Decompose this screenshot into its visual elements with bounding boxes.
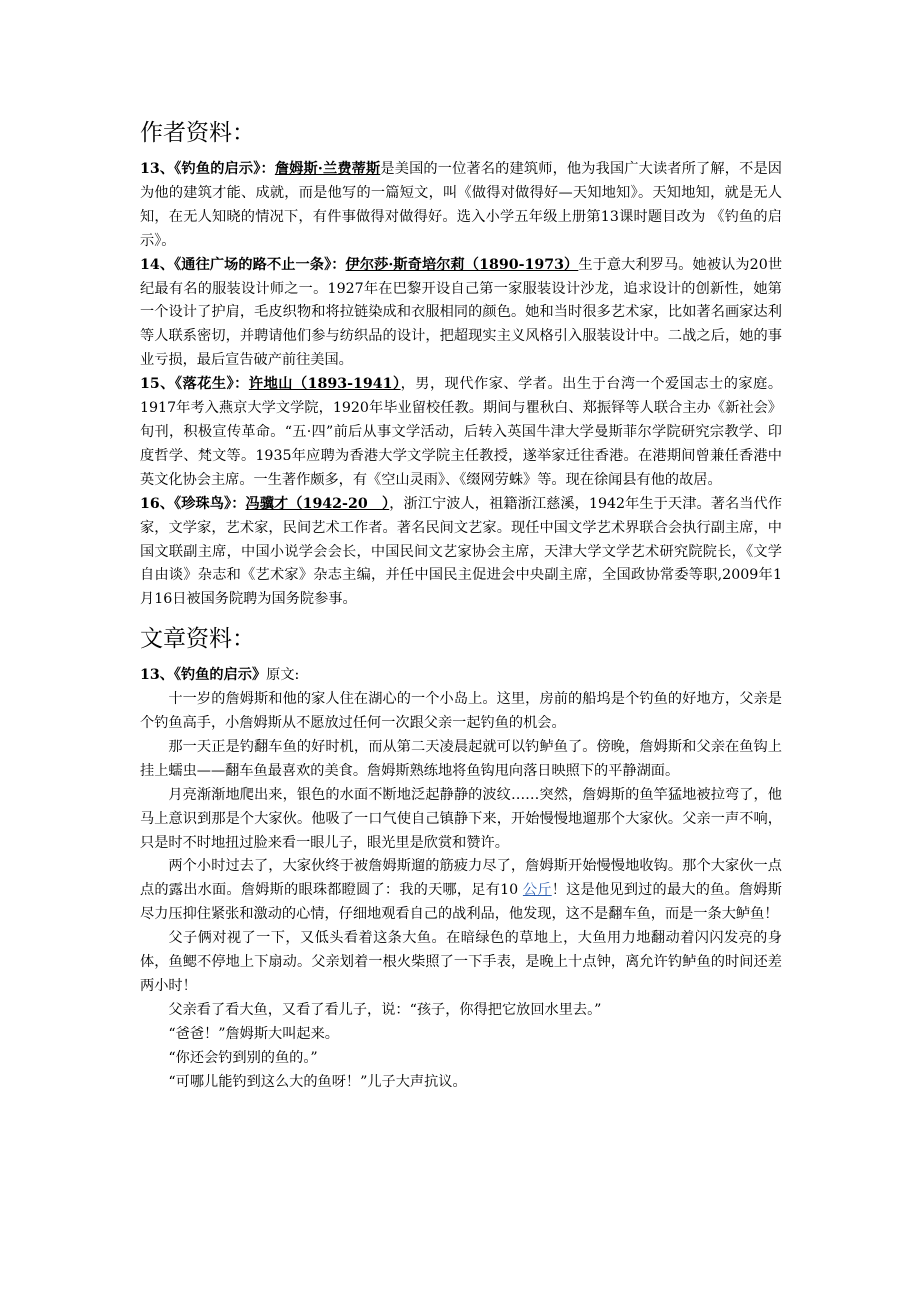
entry-lead: 15、《落花生》： <box>140 376 249 393</box>
entry-text: ，男，现代作家、学者。出生于台湾一个爱国志士的家庭。1917年考入燕京大学文学院，1920年毕业留校任教。期间与瞿秋白、郑振铎等人联合主办《新社会》旬刊，积极宣传革命。“五·四”前后从事文学活动，后转入英国牛津大学曼斯菲尔学院研究宗教学、印度哲学、梵文等。1935年应聘为香港大学文学院主任教授，遂举家迁往香港。在港期间曾兼任香港中英文化协会主席。一生著作颇多，有《空山灵雨》、《缀网劳蛛》等。现在徐闻县有他的故居。 <box>140 376 783 488</box>
article-paragraph: 月亮渐渐地爬出来，银色的水面不断地泛起静静的波纹……突然，詹姆斯的鱼竿猛地被拉弯了，他马上意识到那是个大家伙。他吸了一口气使自己镇静下来，开始慢慢地遛那个大家伙。父亲一声不响，只是时不时地扭过脸来看一眼儿子，眼光里是欣赏和赞许。 <box>140 786 782 851</box>
article-paragraph: 父子俩对视了一下，又低头看着这条大鱼。在暗绿色的草地上，大鱼用力地翻动着闪闪发亮的身体，鱼鳃不停地上下扇动。父亲划着一根火柴照了一下手表，是晚上十点钟，离允许钓鲈鱼的时间还差两小时！ <box>140 930 782 994</box>
paragraph-text: 两个小时过去了，大家伙终于被詹姆斯遛的筋疲力尽了，詹姆斯开始慢慢地收钩。那个大家伙一点点的露出水面。詹姆斯的眼珠都瞪圆了：我的天哪，足有10 <box>140 858 782 899</box>
author-entry-15 <box>140 373 782 493</box>
author-entry-16 <box>140 493 782 613</box>
author-entry-14 <box>140 254 782 374</box>
article-title-lead: 13、《钓鱼的启示》 <box>140 667 267 684</box>
author-name: 许地山（1893-1941） <box>248 376 401 393</box>
article-title <box>140 664 782 688</box>
author-section-heading: 作者资料： <box>140 120 255 146</box>
entry-text: 是美国的一位著名的建筑师，他为我国广大读者所了解，不是因为他的建筑才能、成就，而是他写的一篇短文，叫《做得对做得好—天知地知》。天知地知，就是无人知，在无人知晓的情况下，有件事做得对做得好。选入小学五年级上册第13课时题目改为 《钓鱼的启示》。 <box>140 161 782 249</box>
author-name: 伊尔莎·斯奇培尔莉（1890-1973） <box>345 256 579 273</box>
entry-lead: 16、《珍珠鸟》： <box>140 495 246 512</box>
article-paragraph: “爸爸！”詹姆斯大叫起来。 <box>168 1025 339 1042</box>
article-paragraph: 十一岁的詹姆斯和他的家人住在湖心的一个小岛上。这里，房前的船坞是个钓鱼的好地方，父亲是个钓鱼高手，小詹姆斯从不愿放过任何一次跟父亲一起钓鱼的机会。 <box>140 691 782 732</box>
entry-text: 生于意大利罗马。她被认为20世纪最有名的服装设计师之一。1927年在巴黎开设自己第一家服装设计沙龙，追求设计的创新性，她第一个设计了护肩，毛皮织物和将拉链染成和衣服相同的颜色。她和当时很多艺术家，比如著名画家达利等人联系密切，并聘请他们参与纺织品的设计，把超现实主义风格引入服装设计中。二战之后，她的事业亏损，最后宣告破产前往美国。 <box>140 256 783 369</box>
paragraph-text: ！这是他见到过的最大的鱼。詹姆斯尽力压抑住紧张和激动的心情，仔细地观看自己的战利品，他发现，这不是翻车鱼，而是一条大鲈鱼！ <box>140 882 782 923</box>
entry-lead: 13、《钓鱼的启示》： <box>140 161 275 177</box>
author-name: 詹姆斯·兰费蒂斯 <box>274 161 381 177</box>
author-entry-13 <box>140 158 782 254</box>
article-paragraph: 那一天正是钓翻车鱼的好时机，而从第二天凌晨起就可以钓鲈鱼了。傍晚，詹姆斯和父亲在鱼钩上挂上蠕虫——翻车鱼最喜欢的美食。詹姆斯熟练地将鱼钩甩向落日映照下的平静湖面。 <box>140 738 782 779</box>
entry-lead: 14、《通往广场的路不止一条》： <box>140 256 346 273</box>
article-paragraph: 父亲看了看大鱼，又看了看儿子，说：“孩子，你得把它放回水里去。” <box>168 1001 602 1018</box>
entry-text: ，浙江宁波人，祖籍浙江慈溪，1942年生于天津。著名当代作家，文学家，艺术家，民间艺术工作者。著名民间文艺家。现任中国文学艺术界联合会执行副主席，中国文联副主席，中国小说学会会长，中国民间文艺家协会主席，天津大学文学艺术研究院院长，《文学自由谈》杂志和《艺术家》杂志主编，并任中国民主促进会中央副主席，全国政协常委等职,2009年1月16日被国务院聘为国务院参事。 <box>140 495 782 608</box>
article-paragraph: “可哪儿能钓到这么大的鱼呀！”儿子大声抗议。 <box>168 1073 467 1090</box>
article-paragraph: “你还会钓到别的鱼的。” <box>168 1049 318 1066</box>
gongjin-link[interactable]: 公斤 <box>522 882 552 899</box>
article-paragraph <box>140 855 782 927</box>
article-title-rest: 原文: <box>266 667 300 684</box>
article-section-heading: 文章资料： <box>140 626 255 653</box>
author-name: 冯骥才（1942-20 ） <box>245 495 390 512</box>
